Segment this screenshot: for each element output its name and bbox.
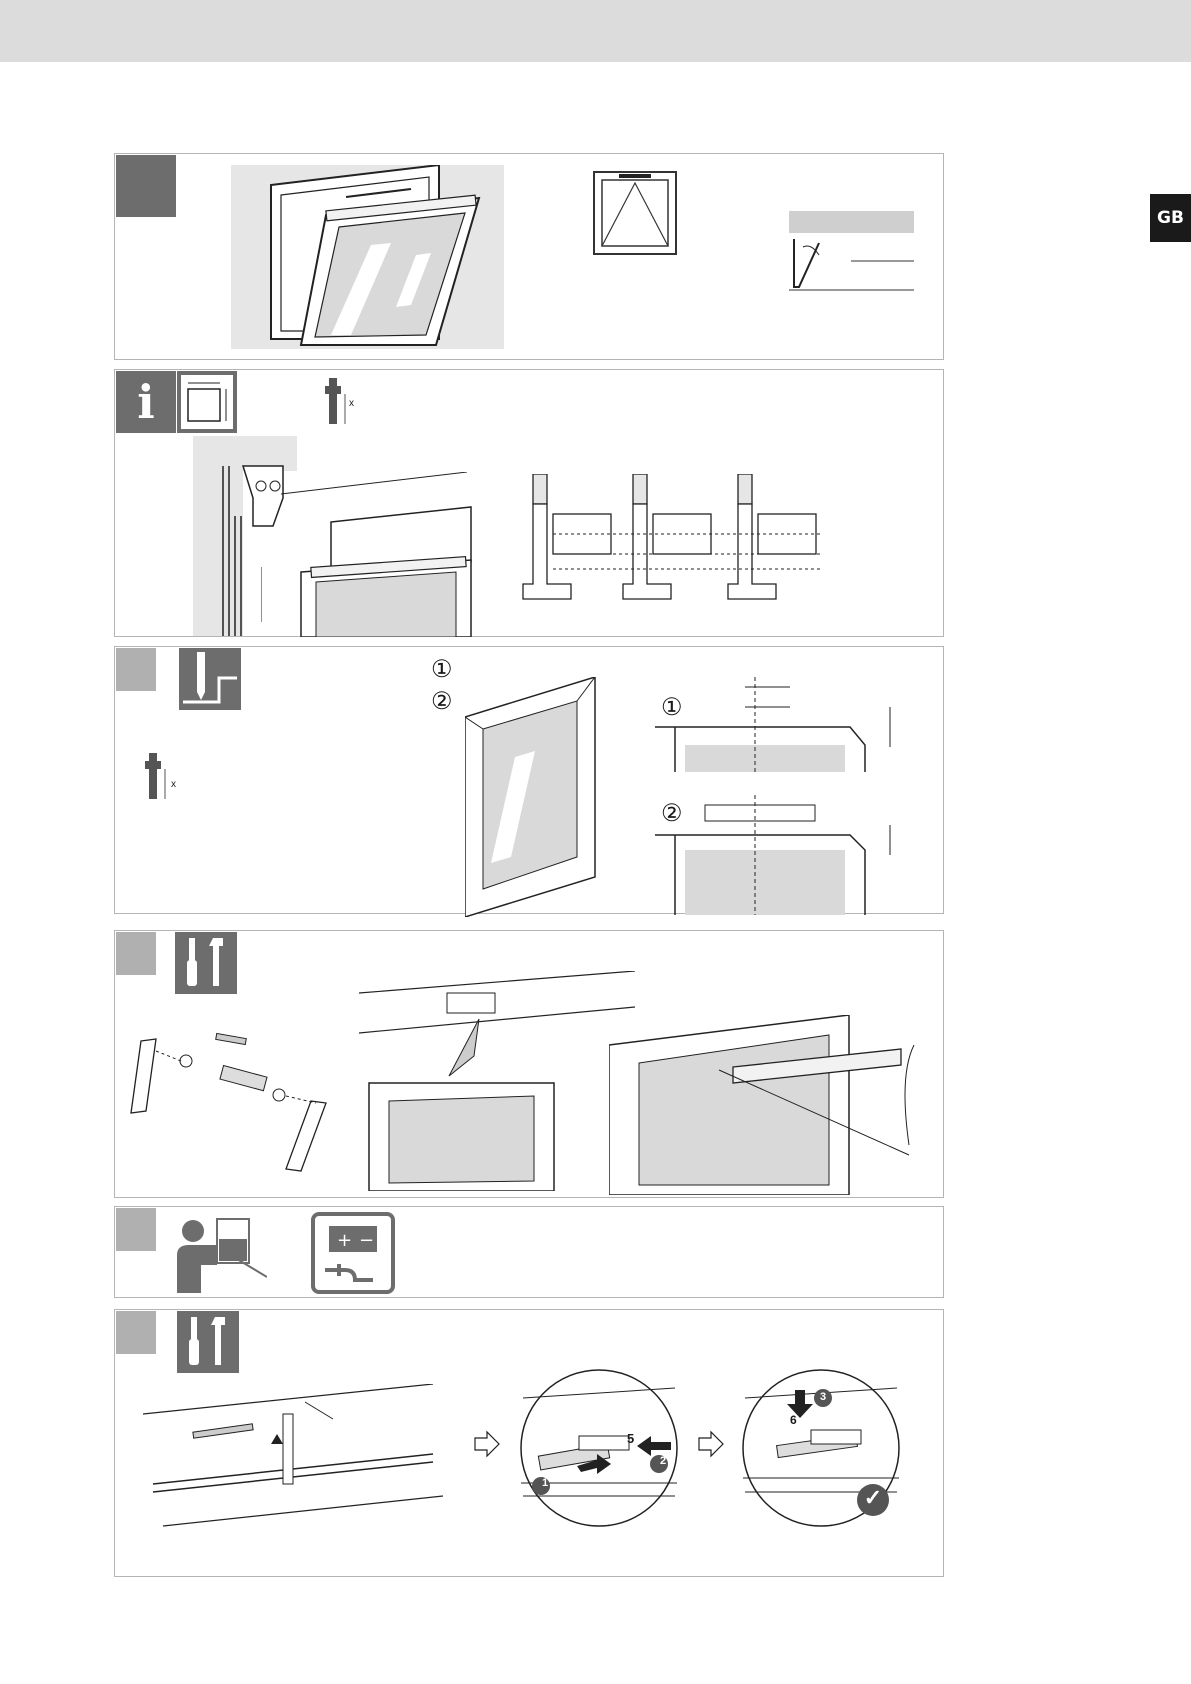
drill-detail-top bbox=[655, 677, 945, 772]
info-icon: i bbox=[137, 375, 155, 429]
battery-power-icon bbox=[311, 1212, 395, 1294]
step-number-box bbox=[116, 648, 156, 691]
bubble-1: 1 bbox=[541, 1477, 549, 1489]
window-drill-points-drawing bbox=[465, 677, 615, 917]
callout-1: ① bbox=[431, 656, 453, 683]
step-panel-info bbox=[114, 369, 944, 637]
detail-callout-1: ① bbox=[661, 694, 683, 721]
step-number-box bbox=[116, 1208, 156, 1251]
tools-icon bbox=[175, 932, 237, 994]
bubble-3: 3 bbox=[819, 1391, 827, 1403]
step-panel-power bbox=[114, 1206, 944, 1298]
drill-detail-bottom bbox=[655, 795, 945, 915]
motor-mount-drawing bbox=[609, 1015, 939, 1195]
tilt-angle-icon bbox=[789, 233, 914, 291]
manual-reader-icon bbox=[177, 1215, 267, 1293]
page-header-bar bbox=[0, 0, 1191, 62]
language-tab: GB bbox=[1150, 194, 1191, 242]
chain-insertion-drawing bbox=[143, 1384, 443, 1534]
bracket-mount-drawing bbox=[359, 971, 635, 1191]
dimension-x-label: x bbox=[349, 398, 354, 409]
window-frame-dimension-drawing bbox=[261, 472, 491, 637]
callout-2: ② bbox=[431, 688, 453, 715]
drill-icon bbox=[179, 648, 241, 710]
next-step-arrow-icon bbox=[473, 1430, 501, 1458]
window-open-illustration bbox=[231, 165, 504, 349]
step-number-box bbox=[116, 1311, 156, 1354]
next-step-arrow-icon bbox=[697, 1430, 725, 1458]
step-panel-assembly bbox=[114, 930, 944, 1198]
svg-text:−: − bbox=[359, 1230, 375, 1251]
step-number-box bbox=[116, 155, 176, 217]
svg-text:+: + bbox=[337, 1230, 353, 1251]
bracket-parts-exploded bbox=[121, 1031, 331, 1181]
info-box bbox=[116, 371, 176, 433]
bracket-position-drawings bbox=[513, 474, 933, 604]
step-panel-drilling bbox=[114, 646, 944, 914]
frame-dimension-icon bbox=[177, 371, 237, 433]
detail-circle-push bbox=[519, 1368, 679, 1528]
window-front-icon bbox=[593, 171, 677, 255]
bubble-2: 2 bbox=[659, 1455, 667, 1467]
label-5: 5 bbox=[627, 1431, 635, 1446]
detail-callout-2: ② bbox=[661, 800, 683, 827]
tools-icon bbox=[177, 1311, 239, 1373]
screw-height-icon bbox=[143, 753, 179, 799]
label-6: 6 bbox=[790, 1413, 797, 1427]
checkmark-icon: ✓ bbox=[863, 1485, 883, 1510]
step-panel-overview bbox=[114, 153, 944, 360]
tilt-angle-table bbox=[789, 211, 914, 291]
dimension-x-label: x bbox=[171, 779, 176, 790]
step-number-box bbox=[116, 932, 156, 975]
step-panel-final bbox=[114, 1309, 944, 1577]
